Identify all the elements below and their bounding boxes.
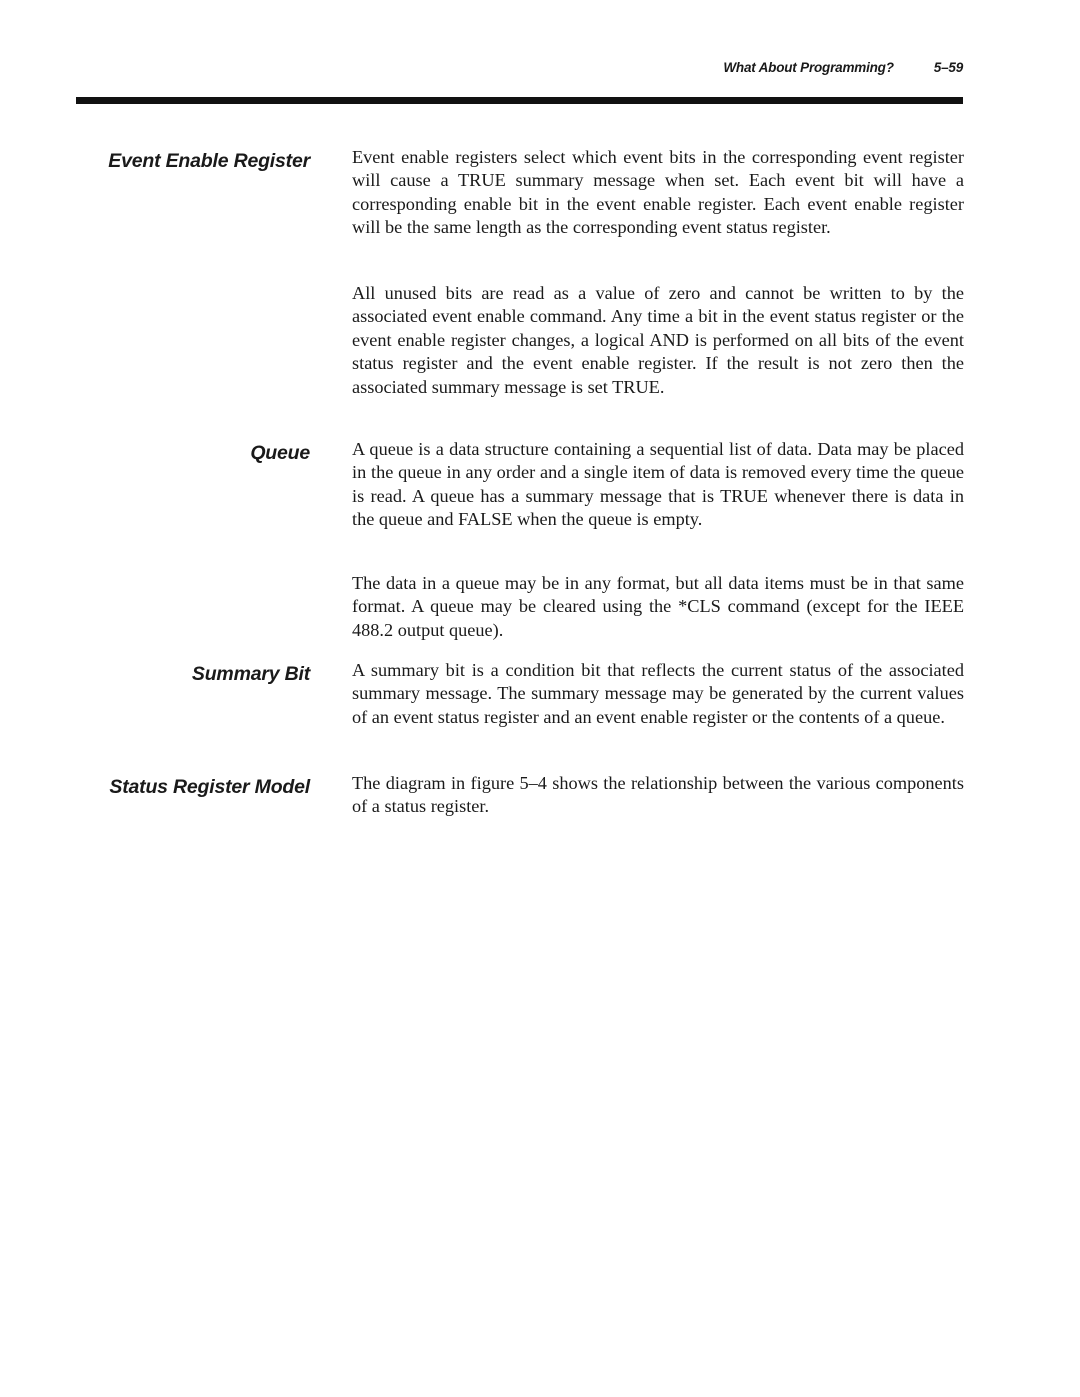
section-heading: Status Register Model <box>109 776 310 798</box>
paragraph: Event enable registers select which event bits in the corresponding event register will cause a TRUE summary message when set. Each event bit will have a corresponding enable bit in the event enable register. Each event enable register will be the same length as the corresponding event status register. <box>352 147 964 238</box>
paragraph: A summary bit is a condition bit that reflects the current status of the associated summary message. The summary message may be generated by the current values of an event status register and an event enable register or the contents of a queue. <box>352 660 964 727</box>
paragraph: All unused bits are read as a value of zero and cannot be written to by the associated event enable command. Any time a bit in the event status register or the event enable register changes, a logical AND is performed on all bits of the event status register and the event enable register. If the result is not zero then the associated summary message is set TRUE. <box>352 283 964 397</box>
running-title: What About Programming? <box>723 60 894 75</box>
section-heading: Queue <box>250 442 310 464</box>
paragraph: The data in a queue may be in any format, but all data items must be in that same format. A queue may be cleared using the *CLS command (except for the IEEE 488.2 output queue). <box>352 573 964 640</box>
section-heading: Event Enable Register <box>108 150 310 172</box>
running-header <box>723 60 963 75</box>
page-number: 5–59 <box>933 60 963 75</box>
paragraph: A queue is a data structure containing a sequential list of data. Data may be placed in the queue in any order and a single item of data is removed every time the queue is read. A queue has a summary message that is TRUE whenever there is data in the queue and FALSE when the queue is empty. <box>352 439 964 530</box>
header-rule <box>76 97 963 104</box>
section-heading: Summary Bit <box>191 663 310 685</box>
paragraph: The diagram in figure 5–4 shows the relationship between the various components of a status register. <box>352 773 964 817</box>
